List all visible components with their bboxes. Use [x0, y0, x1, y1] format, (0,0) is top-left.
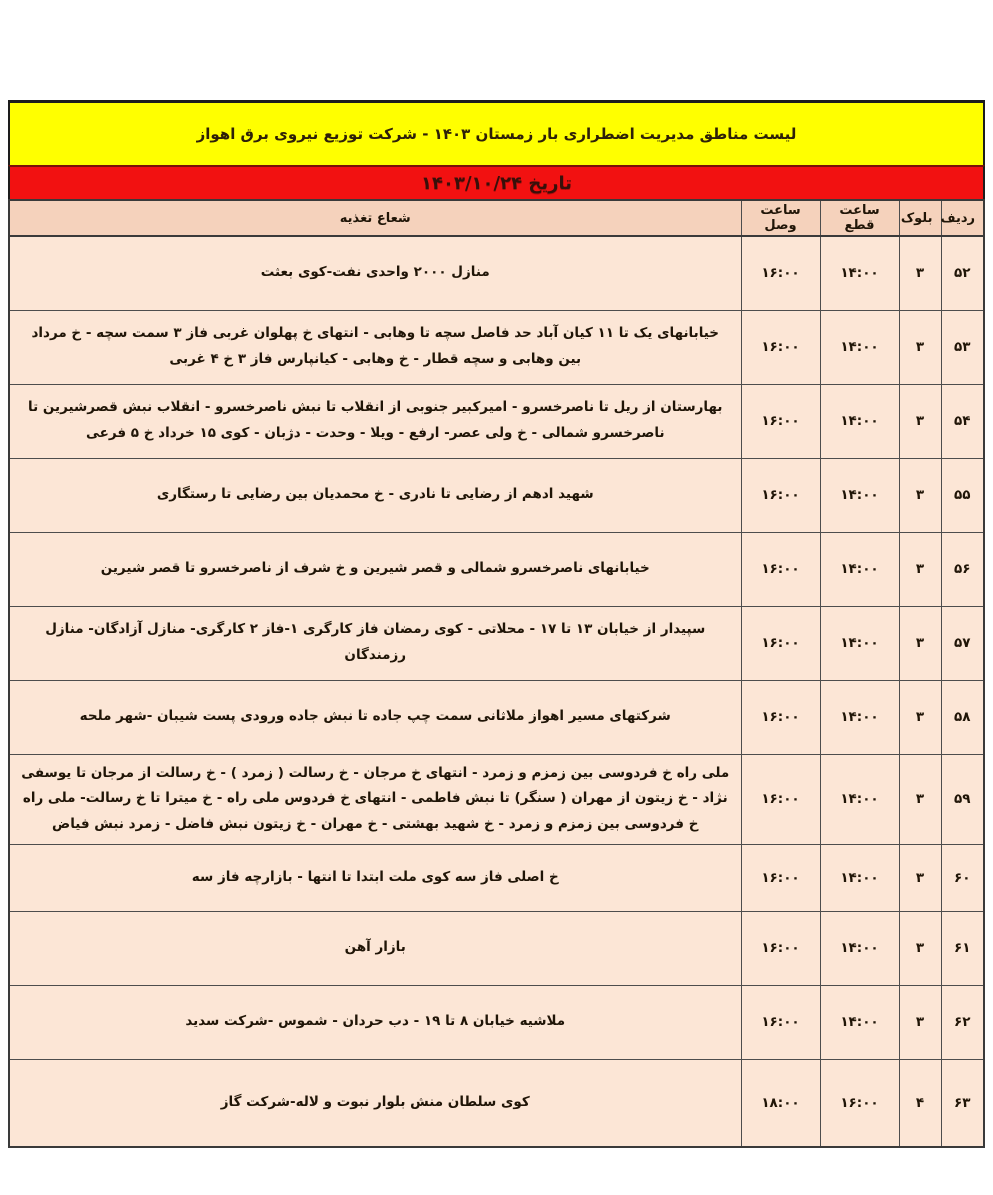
- cell-block: ۳: [899, 310, 941, 384]
- table-row: [9, 606, 984, 680]
- cell-row-number: ۵۹: [941, 754, 984, 844]
- cell-restore-time: ۱۶:۰۰: [741, 458, 820, 532]
- date-band: [8, 165, 985, 199]
- cell-restore-time: ۱۶:۰۰: [741, 310, 820, 384]
- cell-block: ۳: [899, 458, 941, 532]
- table-row: [9, 532, 984, 606]
- cell-block: ۳: [899, 606, 941, 680]
- cell-area: بهارستان از ریل تا ناصرخسرو - امیرکبیر جنوبی از انقلاب تا نبش ناصرخسرو - انقلاب نبش قصرشیرین تا ناصرخسرو شمالی - خ ولی عصر- ارفع - ویلا - وحدت - دژبان - کوی ۱۵ خرداد خ ۵ فرعی: [9, 384, 741, 458]
- cell-cut-time: ۱۴:۰۰: [820, 911, 899, 985]
- cell-row-number: ۶۳: [941, 1059, 984, 1147]
- cell-block: ۳: [899, 985, 941, 1059]
- cell-cut-time: ۱۴:۰۰: [820, 985, 899, 1059]
- date-label: تاریخ ۱۴۰۳/۱۰/۲۴: [421, 172, 572, 194]
- table-row: [9, 458, 984, 532]
- table-header: [9, 200, 984, 236]
- cell-row-number: ۶۱: [941, 911, 984, 985]
- header-cut-time: ساعت قطع: [820, 200, 899, 236]
- cell-block: ۳: [899, 911, 941, 985]
- page-title: لیست مناطق مدیریت اضطراری بار زمستان ۱۴۰۳ - شرکت توزیع نیروی برق اهواز: [196, 125, 797, 143]
- cell-block: ۳: [899, 532, 941, 606]
- table-body: [9, 236, 984, 1147]
- header-restore-time: ساعت وصل: [741, 200, 820, 236]
- cell-row-number: ۵۸: [941, 680, 984, 754]
- table-row: [9, 754, 984, 844]
- cell-area: سپیدار از خیابان ۱۳ تا ۱۷ - محلاتی - کوی رمضان فاز کارگری ۱-فاز ۲ کارگری- منازل آزادگان- منازل رزمندگان: [9, 606, 741, 680]
- cell-cut-time: ۱۴:۰۰: [820, 844, 899, 911]
- cell-cut-time: ۱۴:۰۰: [820, 606, 899, 680]
- cell-restore-time: ۱۶:۰۰: [741, 754, 820, 844]
- cell-restore-time: ۱۶:۰۰: [741, 384, 820, 458]
- cell-area: خیابانهای یک تا ۱۱ کیان آباد حد فاصل سچه تا وهابی - انتهای خ پهلوان غربی فاز ۳ سمت سچه - خ مرداد بین وهابی و سچه قطار - خ وهابی - کیانپارس فاز ۳ خ ۴ غربی: [9, 310, 741, 384]
- cell-restore-time: ۱۶:۰۰: [741, 532, 820, 606]
- table-row: [9, 236, 984, 310]
- cell-restore-time: ۱۸:۰۰: [741, 1059, 820, 1147]
- cell-cut-time: ۱۶:۰۰: [820, 1059, 899, 1147]
- cell-block: ۳: [899, 680, 941, 754]
- cell-cut-time: ۱۴:۰۰: [820, 532, 899, 606]
- cell-block: ۳: [899, 236, 941, 310]
- header-area: شعاع تغذیه: [9, 200, 741, 236]
- header-block: بلوک: [899, 200, 941, 236]
- cell-cut-time: ۱۴:۰۰: [820, 754, 899, 844]
- cell-row-number: ۵۵: [941, 458, 984, 532]
- cell-area: شرکتهای مسیر اهواز ملاثانی سمت چپ جاده تا نبش جاده ورودی پست شیبان -شهر ملحه: [9, 680, 741, 754]
- header-row: [9, 200, 984, 236]
- cell-restore-time: ۱۶:۰۰: [741, 985, 820, 1059]
- cell-block: ۳: [899, 844, 941, 911]
- cell-restore-time: ۱۶:۰۰: [741, 236, 820, 310]
- table-row: [9, 911, 984, 985]
- cell-area: ملاشیه خیابان ۸ تا ۱۹ - دب حردان - شموس -شرکت سدید: [9, 985, 741, 1059]
- cell-cut-time: ۱۴:۰۰: [820, 384, 899, 458]
- title-band: [8, 100, 985, 165]
- cell-row-number: ۶۰: [941, 844, 984, 911]
- cell-area: ملی راه خ فردوسی بین زمزم و زمرد - انتهای خ مرجان - خ رسالت ( زمرد ) - خ رسالت از مرجان تا یوسفی نژاد - خ زیتون از مهران ( سنگر) تا نبش فاطمی - انتهای خ فردوس ملی راه - خ میترا تا خ رسالت- ملی راه خ فردوسی بین زمزم و زمرد - خ شهید بهشتی - خ مهران - خ زیتون نبش فاضل - زمرد نبش فیاض: [9, 754, 741, 844]
- cell-cut-time: ۱۴:۰۰: [820, 680, 899, 754]
- outage-schedule-table: [8, 199, 985, 1148]
- cell-area: کوی سلطان منش بلوار نبوت و لاله-شرکت گاز: [9, 1059, 741, 1147]
- cell-cut-time: ۱۴:۰۰: [820, 310, 899, 384]
- cell-block: ۴: [899, 1059, 941, 1147]
- table-row: [9, 310, 984, 384]
- table-row: [9, 680, 984, 754]
- cell-area: شهید ادهم از رضایی تا نادری - خ محمدیان بین رضایی تا رستگاری: [9, 458, 741, 532]
- cell-area: بازار آهن: [9, 911, 741, 985]
- cell-block: ۳: [899, 384, 941, 458]
- cell-row-number: ۵۲: [941, 236, 984, 310]
- table-row: [9, 985, 984, 1059]
- schedule-sheet: [8, 100, 985, 1148]
- cell-restore-time: ۱۶:۰۰: [741, 911, 820, 985]
- cell-block: ۳: [899, 754, 941, 844]
- cell-cut-time: ۱۴:۰۰: [820, 236, 899, 310]
- cell-row-number: ۶۲: [941, 985, 984, 1059]
- header-row-number: ردیف: [941, 200, 984, 236]
- cell-cut-time: ۱۴:۰۰: [820, 458, 899, 532]
- cell-area: خ اصلی فاز سه کوی ملت ابتدا تا انتها - بازارچه فاز سه: [9, 844, 741, 911]
- cell-row-number: ۵۴: [941, 384, 984, 458]
- cell-restore-time: ۱۶:۰۰: [741, 680, 820, 754]
- table-row: [9, 384, 984, 458]
- cell-area: خیابانهای ناصرخسرو شمالی و قصر شیرین و خ شرف از ناصرخسرو تا قصر شیرین: [9, 532, 741, 606]
- cell-restore-time: ۱۶:۰۰: [741, 606, 820, 680]
- cell-area: منازل ۲۰۰۰ واحدی نفت-کوی بعثت: [9, 236, 741, 310]
- cell-row-number: ۵۳: [941, 310, 984, 384]
- table-row: [9, 1059, 984, 1147]
- cell-row-number: ۵۶: [941, 532, 984, 606]
- table-row: [9, 844, 984, 911]
- cell-row-number: ۵۷: [941, 606, 984, 680]
- cell-restore-time: ۱۶:۰۰: [741, 844, 820, 911]
